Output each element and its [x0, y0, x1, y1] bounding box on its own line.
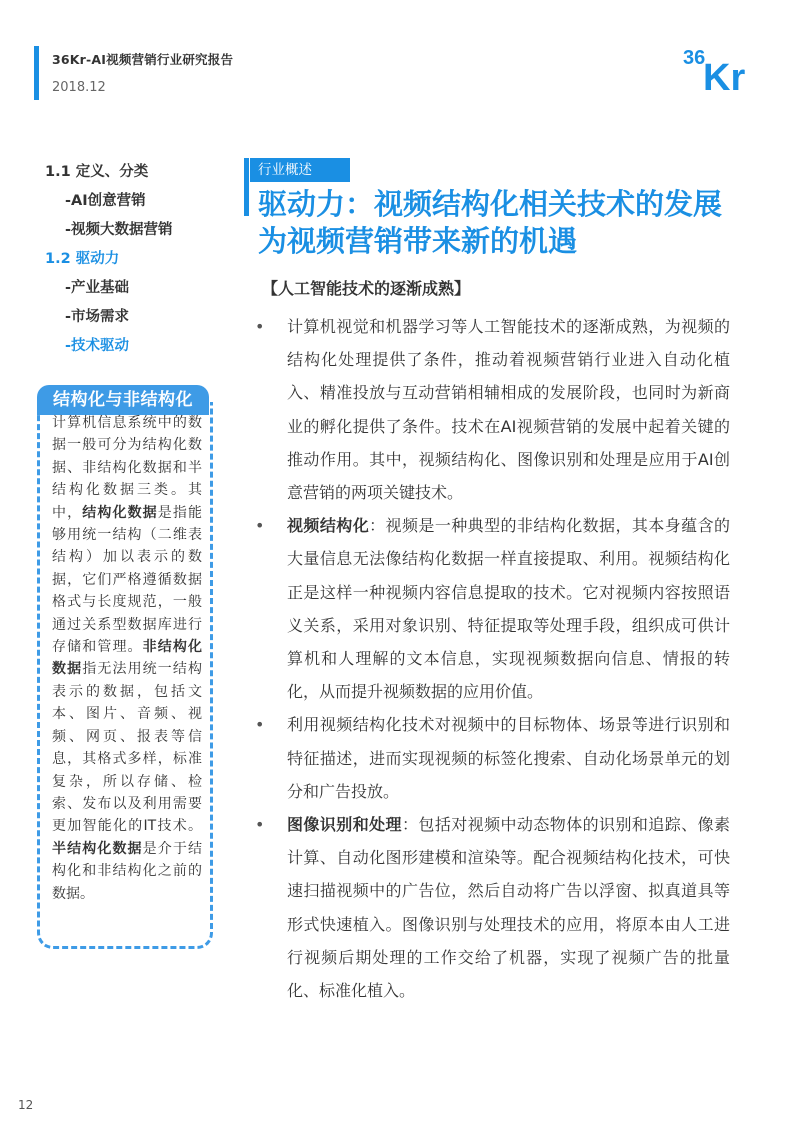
page-title: 驱动力：视频结构化相关技术的发展为视频营销带来新的机遇	[258, 187, 723, 258]
toc-item-video-bigdata[interactable]: -视频大数据营销	[65, 222, 173, 238]
section-subheading: 【人工智能技术的逐渐成熟】	[262, 279, 471, 298]
sidebar-text-segment: 指无法用统一结构表示的数据，包括文本、图片、音频、视频、网页、报表等信息，其格式多样，标准复杂，所以存储、检索、发布以及利用需要更加智能化的IT技术。	[52, 661, 203, 835]
36kr-logo	[683, 42, 765, 94]
sidebar-box-title: 结构化与非结构化	[53, 390, 193, 410]
bullet-item	[255, 808, 730, 1007]
bullet-lead: 视频结构化	[287, 516, 370, 536]
bullet-text: ：视频是一种典型的非结构化数据，其本身蕴含的大量信息无法像结构化数据一样直接提取、利用。视频结构化正是这样一种视频内容信息提取的技术。它对视频内容按照语义关系，采用对象识别、特征提取等处理手段，组织成可供计算机和人理解的文本信息，实现视频数据向信息、情报的转化，从而提升视频数据的应用价值。	[287, 516, 730, 702]
page-number: 12	[18, 1098, 34, 1112]
bullet-item	[255, 310, 730, 509]
toc-item-industry-base[interactable]: -产业基础	[65, 280, 130, 296]
section-tag	[250, 158, 350, 182]
report-date: 2018.12	[52, 80, 106, 95]
report-title: 36Kr-AI视频营销行业研究报告	[52, 52, 234, 67]
sidebar-text-segment: 是介于结构化和非结构化之前的数据。	[52, 840, 203, 902]
svg-text:Kr: Kr	[703, 57, 746, 94]
bullet-lead: 图像识别和处理	[287, 815, 402, 835]
toc-item-market-demand[interactable]: -市场需求	[65, 309, 130, 325]
bullet-text: 利用视频结构化技术对视频中的目标物体、场景等进行识别和特征描述，进而实现视频的标签化搜索、自动化场景单元的划分和广告投放。	[287, 715, 730, 801]
title-accent-bar	[244, 158, 249, 216]
svg-text:36: 36	[683, 47, 706, 69]
sidebar-term-structured: 结构化数据	[82, 504, 158, 521]
table-of-contents	[45, 162, 235, 365]
sidebar-box-header	[37, 385, 209, 415]
bullet-text: ：包括对视频中动态物体的识别和追踪、像素计算、自动化图形建模和渲染等。配合视频结构化技术，可快速扫描视频中的广告位，然后自动将广告以浮窗、拟真道具等形式快速植入。图像识别与处理技术的应用，将原本由人工进行视频后期处理的工作交给了机器，实现了视频广告的批量化、标准化植入。	[287, 815, 730, 1001]
sidebar-term-semistructured: 半结构化数据	[52, 840, 143, 857]
sidebar-term-unstructured: 非结构化数据	[52, 639, 203, 678]
toc-item-drivers[interactable]: 1.2 驱动力	[45, 251, 120, 267]
main-content	[255, 310, 730, 1007]
toc-item-tech-driver[interactable]: -技术驱动	[65, 338, 130, 354]
bullet-item	[255, 509, 730, 708]
sidebar-box-text	[52, 412, 202, 905]
sidebar-text-segment: 是指能够用统一结构（二维表结构）加以表示的数据，它们严格遵循数据格式与长度规范，一般通过关系型数据库进行存储和管理。	[52, 504, 203, 656]
bullet-item	[255, 708, 730, 808]
bullet-text: 计算机视觉和机器学习等人工智能技术的逐渐成熟，为视频的结构化处理提供了条件，推动着视频营销行业进入自动化植入、精准投放与互动营销相辅相成的发展阶段，也同时为新商业的孵化提供了条件。技术在AI视频营销的发展中起着关键的推动作用。其中，视频结构化、图像识别和处理是应用于AI创意营销的两项关键技术。	[287, 317, 730, 503]
toc-item-definition[interactable]: 1.1 定义、分类	[45, 164, 149, 180]
header-accent-bar	[34, 46, 39, 100]
toc-item-ai-creative[interactable]: -AI创意营销	[65, 193, 146, 209]
section-tag-label: 行业概述	[258, 162, 312, 178]
sidebar-text-segment: 计算机信息系统中的数据一般可分为结构化数据、非结构化数据和半结构化数据三类。其中，	[52, 415, 202, 521]
